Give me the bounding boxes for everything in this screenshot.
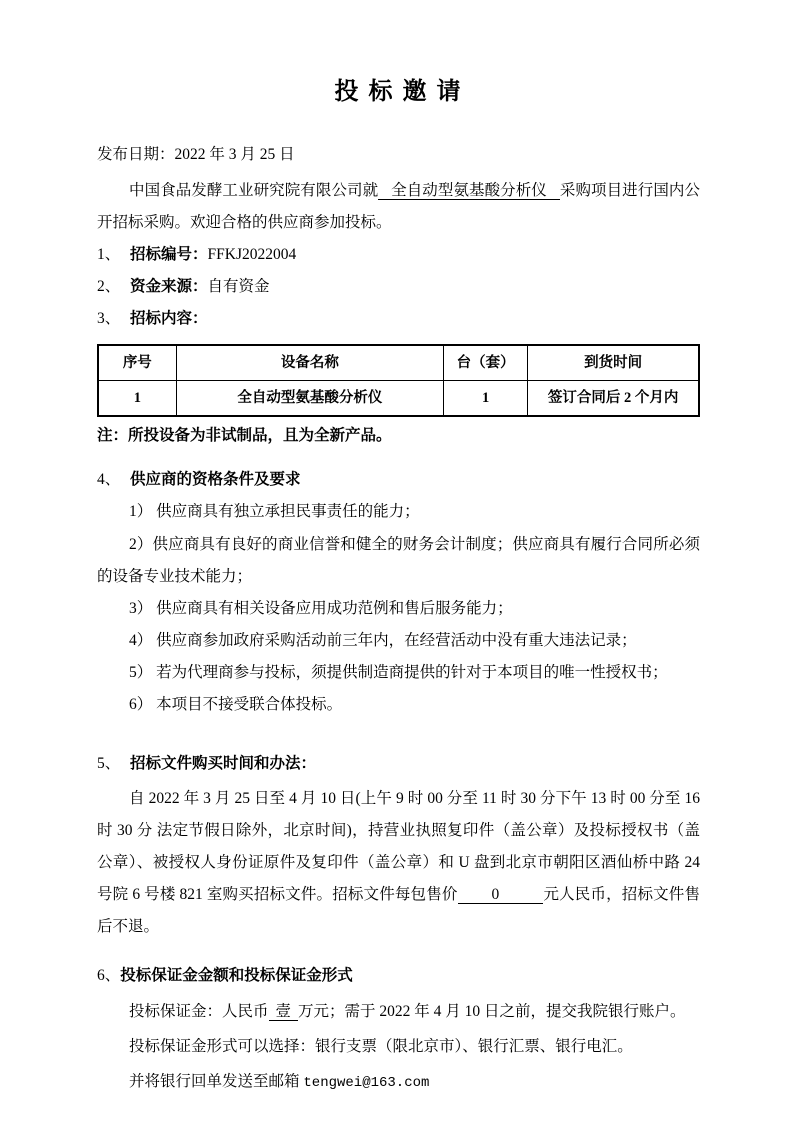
qualification-item-6: 6） 本项目不接受联合体投标。	[129, 695, 343, 713]
purchase-text-before: 自 2022 年 3 月 25 日至 4 月 10 日(上午 9 时 00 分至 11 时 30 分下午 13 时 00 分至 16 时 30 分 法定节假日除外，北京时间)，持营业执照复印件（盖公章）及投标授权书（盖公章）、被授权人身份证原件及复印件（盖公章）和 U 盘到北京市朝阳区酒仙桥中路 24 号院 6 号楼 821 室购买招标文件。招标文件每包售价	[97, 790, 700, 904]
bank-receipt-line	[97, 1066, 700, 1098]
header-equipment-name: 设备名称	[176, 345, 443, 381]
equipment-table	[97, 344, 700, 417]
receipt-text: 并将银行回单发送至邮箱	[129, 1072, 304, 1090]
item-label: 招标内容：	[130, 310, 208, 328]
purchase-instructions-paragraph	[97, 783, 700, 943]
qualification-item-4: 4） 供应商参加政府采购活动前三年内，在经营活动中没有重大违法记录；	[129, 631, 637, 649]
cell-delivery-time: 签订合同后 2 个月内	[528, 381, 699, 417]
bid-bond-amount-line	[97, 996, 700, 1028]
qualification-item-5: 5） 若为代理商参与投标，须提供制造商提供的针对于本项目的唯一性授权书；	[129, 663, 668, 681]
header-serial-number: 序号	[98, 345, 176, 381]
bid-number-value: FFKJ2022004	[207, 246, 297, 264]
page-title: 投 标 邀 请	[334, 79, 463, 105]
cell-quantity: 1	[444, 381, 528, 417]
header-quantity: 台（套）	[444, 345, 528, 381]
bond-text-before: 投标保证金：人民币	[129, 1002, 269, 1020]
cell-equipment-name: 全自动型氨基酸分析仪	[176, 381, 443, 417]
bond-text-after: 万元；需于 2022 年 4 月 10 日之前，提交我院银行账户。	[298, 1002, 686, 1020]
header-delivery-time: 到货时间	[528, 345, 699, 381]
section6-heading	[97, 960, 700, 992]
purchase-text-after: 元人民币，招标文件售后不退。	[97, 886, 700, 936]
item-label: 招标编号：	[130, 246, 208, 264]
item-number: 1、	[97, 246, 121, 264]
item-label: 资金来源：	[130, 278, 208, 296]
item-number: 2、	[97, 278, 121, 296]
section5-heading	[97, 748, 700, 780]
intro-text-after: 采购项目进行国内公开招标采购。欢迎合格的供应商参加投标。	[97, 181, 700, 231]
table-note: 注：所投设备为非试制品，且为全新产品。	[97, 427, 392, 445]
bid-bond-form-line: 投标保证金形式可以选择：银行支票（限北京市）、银行汇票、银行电汇。	[129, 1037, 633, 1055]
section-number: 5、	[97, 754, 121, 772]
table-header-row	[98, 345, 699, 381]
price-underlined-value: 0	[458, 886, 544, 904]
intro-paragraph	[97, 175, 700, 239]
bond-amount-underlined: 壹	[269, 1003, 299, 1021]
list-item-bid-number	[97, 239, 700, 271]
section4-heading	[97, 464, 700, 496]
section-number: 6、	[97, 967, 121, 985]
section-heading-text: 招标文件购买时间和办法：	[130, 754, 317, 772]
section-number: 4、	[97, 471, 121, 489]
item-number: 3、	[97, 310, 121, 328]
list-item-bid-content	[97, 303, 700, 335]
fund-source-value: 自有资金	[207, 278, 270, 296]
qualification-item-3: 3） 供应商具有相关设备应用成功范例和售后服务能力；	[129, 599, 513, 617]
cell-serial-number: 1	[98, 381, 176, 417]
table-row	[98, 381, 699, 417]
intro-text-before: 中国食品发酵工业研究院有限公司就	[129, 181, 379, 199]
qualification-item-1: 1） 供应商具有独立承担民事责任的能力；	[129, 503, 420, 521]
section-heading-text: 投标保证金金额和投标保证金形式	[120, 967, 353, 985]
qualification-item-2: 2）供应商具有良好的商业信誉和健全的财务会计制度；供应商具有履行合同所必须的设备专业技术能力；	[97, 535, 700, 585]
email-address: tengwei@163.com	[303, 1074, 430, 1091]
list-item-fund-source	[97, 271, 700, 303]
section-heading-text: 供应商的资格条件及要求	[130, 471, 301, 489]
intro-underlined-item: 全自动型氨基酸分析仪	[378, 182, 560, 200]
publish-date: 发布日期：2022 年 3 月 25 日	[97, 145, 295, 163]
